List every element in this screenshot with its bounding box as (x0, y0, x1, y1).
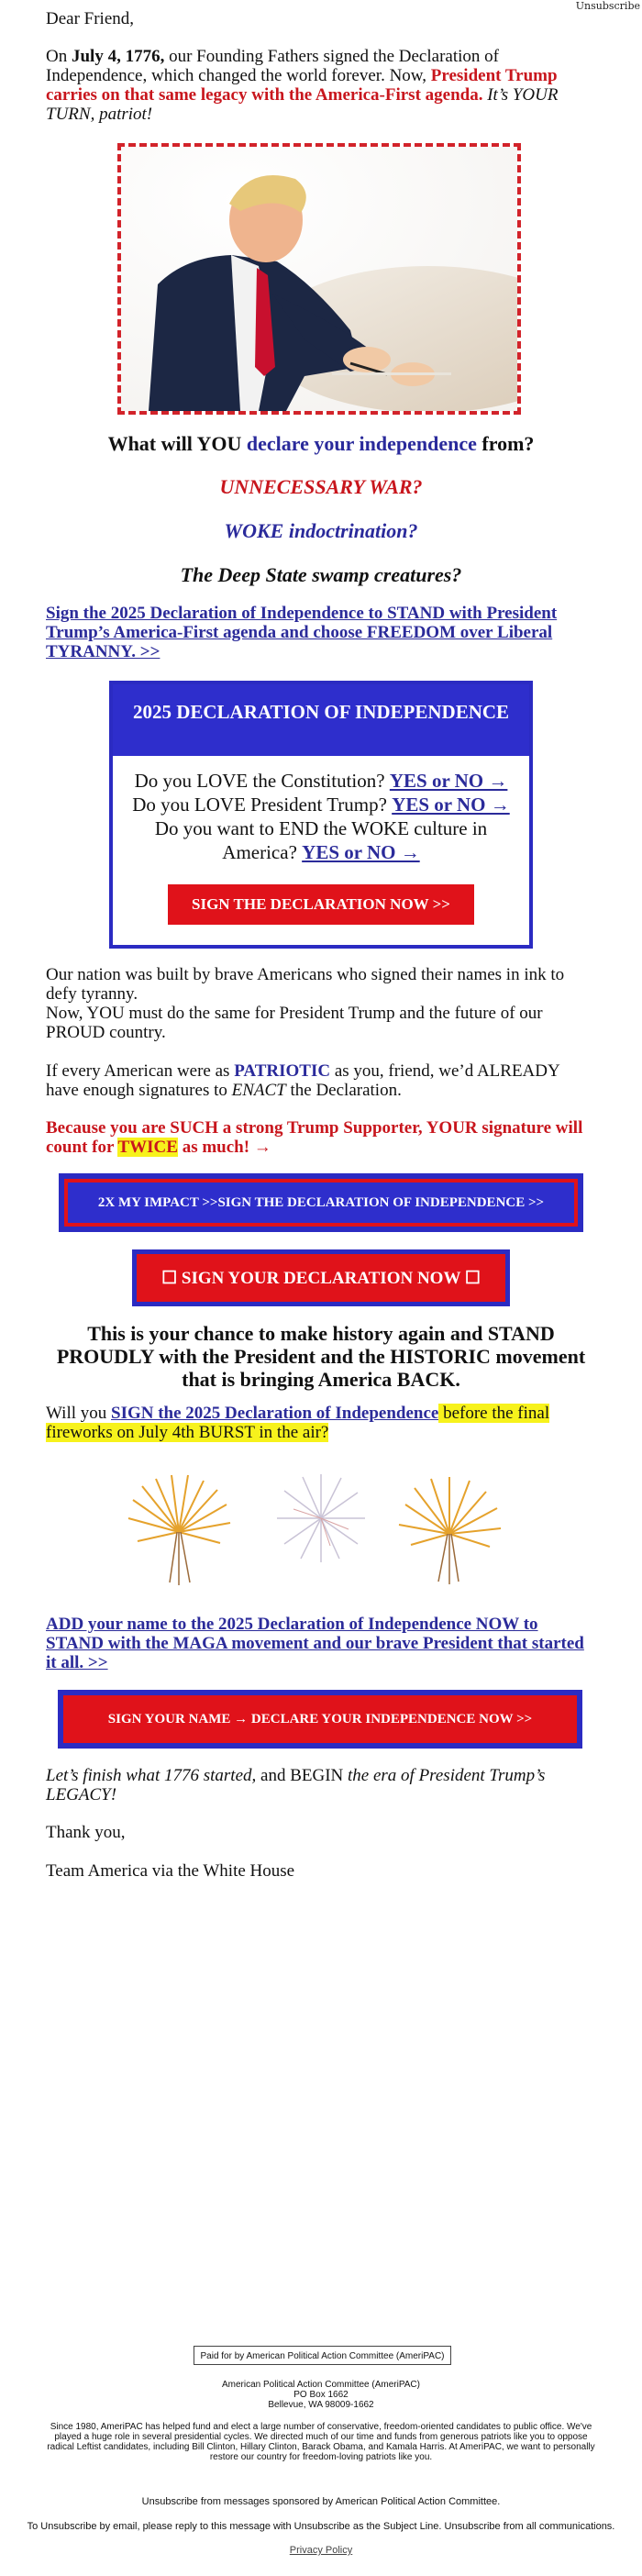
greeting: Dear Friend, (46, 9, 135, 28)
declare-question: What will YOU declare your independence from? (107, 432, 535, 455)
now-paragraph: Now, YOU must do the same for President Trump and the future of our PROUD country. (46, 1004, 543, 1042)
unsubscribe-sponsored-link[interactable]: Unsubscribe from messages sponsored by American Political Action Committee. (141, 2496, 501, 2507)
declaration-box (109, 681, 533, 949)
sign-declaration-link[interactable]: Sign the 2025 Declaration of Independence to STAND with President Trump’s America-First agenda and choose FREEDOM over Liberal TYRANNY. >> (46, 604, 558, 661)
footer-about: Since 1980, AmeriPAC has helped fund and elect a large number of conservative, freedom-oriented candidates to public office. We've played a huge role in several presidential cycles. We directed much of our time and funds from generous patriots like you to oppose radical Leftist candidates, including Bill Clinton, Hillary Clinton, Barack Obama, and Kamala Harris. At AmeriPAC, we want to personally restore our country for freedom-loving patriots like you. (47, 2422, 595, 2462)
trump-signing-photo (117, 143, 521, 415)
firework-white-center-icon (277, 1474, 365, 1562)
intro-paragraph: On July 4, 1776, our Founding Fathers signed the Declaration of Independence, which changed the world forever. Now, President Trump carries on that same legacy with the America-First agenda. It’s YOUR TURN, patriot! (46, 47, 559, 124)
footer-po-box: PO Box 1662 (293, 2390, 349, 2400)
declaration-questions (113, 769, 529, 864)
yes-no-constitution-link[interactable]: YES or NO → (389, 770, 508, 792)
history-headline: This is your chance to make history again and STAND PROUDLY with the President and the HISTORIC movement that is bringing America BACK. (56, 1322, 586, 1391)
signature-line: Team America via the White House (46, 1861, 295, 1881)
closing-paragraph: Let’s finish what 1776 started, and BEGIN the era of President Trump’s LEGACY! (46, 1766, 546, 1804)
will-you-paragraph: Will you SIGN the 2025 Declaration of Independence before the final fireworks on July 4th BURST in the air? (46, 1404, 550, 1442)
add-your-name-link[interactable]: ADD your name to the 2025 Declaration of Independence NOW to STAND with the MAGA movement and our brave President that started it all. >> (46, 1615, 584, 1672)
photo-illustration (121, 147, 517, 411)
sign-your-declaration-frame (132, 1249, 510, 1306)
patriotic-paragraph: If every American were as PATRIOTIC as you, friend, we’d ALREADY have enough signatures to ENACT the Declaration. (46, 1061, 560, 1100)
nation-paragraph: Our nation was built by brave Americans who signed their names in ink to defy tyranny. (46, 965, 565, 1004)
option-unnecessary-war: UNNECESSARY WAR? (219, 475, 423, 498)
paid-for-disclaimer: Paid for by American Political Action Committee (AmeriPAC) (194, 2346, 451, 2365)
sign-declaration-now-button[interactable]: SIGN THE DECLARATION NOW >> (168, 884, 474, 925)
sign-declaration-inline-link[interactable]: SIGN the 2025 Declaration of Independence (111, 1404, 439, 1423)
privacy-policy-link[interactable]: Privacy Policy (289, 2545, 353, 2556)
impact-button-frame (59, 1173, 583, 1232)
yes-no-woke-link[interactable]: YES or NO → (302, 841, 420, 863)
question-constitution: Do you LOVE the Constitution? YES or NO → (134, 770, 508, 792)
unsubscribe-link[interactable]: Unsubscribe (575, 0, 640, 12)
sign-your-name-frame (58, 1690, 582, 1749)
question-trump: Do you LOVE President Trump? YES or NO → (132, 794, 510, 816)
yes-no-trump-link[interactable]: YES or NO → (392, 794, 510, 816)
fireworks-image (101, 1468, 541, 1587)
footer-org: American Political Action Committee (AmeriPAC) (222, 2380, 420, 2390)
footer-address (0, 2380, 642, 2410)
firework-gold-right-icon (399, 1477, 501, 1584)
question-woke: Do you want to END the WOKE culture in America? YES or NO → (154, 817, 488, 863)
twice-paragraph: Because you are SUCH a strong Trump Supporter, YOUR signature will count for TWICE as much! → (46, 1118, 583, 1157)
unsubscribe-email-instructions[interactable]: To Unsubscribe by email, please reply to this message with Unsubscribe as the Subject Line. Unsubscribe from all communications. (27, 2521, 615, 2532)
sign-your-declaration-button[interactable]: ☐ SIGN YOUR DECLARATION NOW ☐ (137, 1254, 505, 1302)
thanks-line: Thank you, (46, 1823, 126, 1842)
footer-city: Bellevue, WA 98009-1662 (268, 2400, 374, 2410)
sign-your-name-button[interactable]: SIGN YOUR NAME → DECLARE YOUR INDEPENDENCE NOW >> (63, 1695, 577, 1743)
option-woke-indoctrination: WOKE indoctrination? (224, 519, 418, 542)
double-impact-button[interactable]: 2X MY IMPACT >>SIGN THE DECLARATION OF INDEPENDENCE >> (64, 1179, 578, 1227)
declaration-title: 2025 DECLARATION OF INDEPENDENCE (113, 684, 529, 756)
option-deep-state: The Deep State swamp creatures? (180, 563, 462, 586)
firework-gold-left-icon (128, 1475, 230, 1585)
